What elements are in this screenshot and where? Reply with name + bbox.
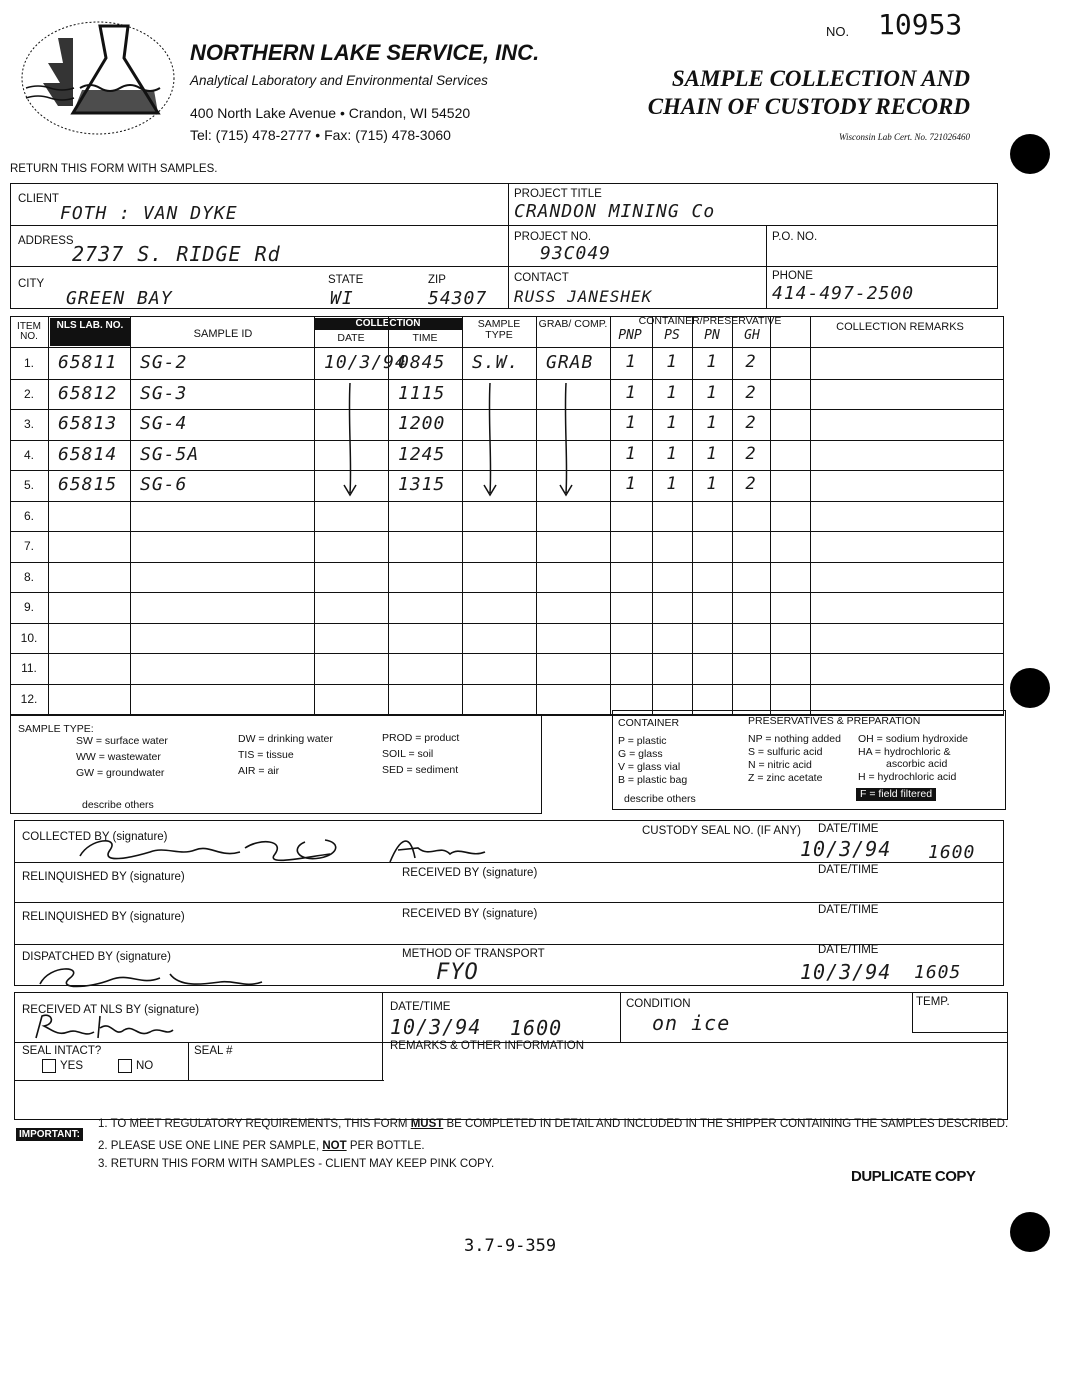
row-1-grab[interactable]: GRAB: [546, 352, 594, 373]
datetime-label-2: DATE/TIME: [818, 904, 879, 916]
received-nls-signature: [28, 1008, 178, 1044]
row-9-item: 9.: [23, 600, 34, 614]
received-label-2: RECEIVED BY (signature): [402, 908, 538, 920]
legend-b: B = plastic bag: [618, 774, 688, 786]
row-10-item: 10.: [20, 630, 38, 645]
legend-prod: PROD = product: [382, 732, 460, 744]
legend-ha1: HA = hydrochloric &: [858, 746, 951, 758]
transport-label: METHOD OF TRANSPORT: [402, 948, 545, 960]
city-value[interactable]: GREEN BAY: [66, 288, 173, 309]
column-divider: [388, 316, 389, 716]
contact-label: CONTACT: [514, 272, 569, 284]
row-3-lab[interactable]: 65813: [58, 413, 118, 434]
row-5-c4[interactable]: 2: [745, 474, 757, 494]
row-divider: [10, 440, 1004, 441]
column-divider: [130, 316, 131, 716]
ditto-arrow-date: [340, 381, 360, 501]
dispatched-date[interactable]: 10/3/94: [800, 960, 892, 984]
row-7-item: 7.: [23, 539, 34, 553]
dispatched-time[interactable]: 1605: [914, 962, 962, 983]
received-date[interactable]: 10/3/94: [390, 1015, 482, 1039]
lab-cert: Wisconsin Lab Cert. No. 721026460: [838, 132, 970, 142]
dispatched-by-label: DISPATCHED BY (signature): [22, 951, 171, 963]
punch-hole: [1010, 134, 1050, 174]
column-divider: [48, 316, 49, 716]
row-8-item: 8.: [23, 569, 34, 584]
header-lab-no: NLS LAB. NO.: [50, 318, 130, 346]
header-sample-id: SAMPLE ID: [193, 328, 253, 340]
column-divider: [462, 316, 463, 716]
row-4-id[interactable]: SG-5A: [140, 443, 200, 465]
column-divider: [314, 316, 315, 716]
legend-oh: OH = sodium hydroxide: [858, 733, 969, 745]
seal-no[interactable]: [118, 1059, 153, 1073]
legend-np: NP = nothing added: [748, 733, 841, 745]
form-number: 10953: [878, 8, 963, 41]
row-2-item: 2.: [23, 386, 34, 401]
received-nls-label: RECEIVED AT NLS BY (signature): [22, 1004, 200, 1016]
legend-z: Z = zinc acetate: [748, 772, 823, 784]
remarks-label: REMARKS & OTHER INFORMATION: [390, 1040, 585, 1052]
header-item: ITEM NO.: [17, 321, 41, 342]
legend-container-title: CONTAINER: [618, 717, 680, 729]
legend-describe-others: describe others: [82, 799, 154, 811]
column-divider: [652, 316, 653, 716]
row-3-c1[interactable]: 1: [625, 413, 637, 433]
column-divider: [732, 316, 733, 716]
row-1-type[interactable]: S.W.: [472, 352, 520, 373]
note-1-must: MUST: [410, 1118, 444, 1130]
row-4-time[interactable]: 1245: [398, 443, 446, 465]
header-collection: COLLECTION: [314, 318, 462, 330]
legend-sw: SW = surface water: [76, 735, 168, 747]
company-contact: Tel: (715) 478-2777 • Fax: (715) 478-3060: [190, 127, 451, 143]
form-title-line1: SAMPLE COLLECTION AND: [671, 66, 970, 91]
row-5-c3[interactable]: 1: [706, 474, 718, 494]
legend-sed: SED = sediment: [382, 764, 459, 776]
note-1a: 1. TO MEET REGULATORY REQUIREMENTS, THIS FORM: [98, 1118, 411, 1130]
row-4-c3[interactable]: 1: [706, 443, 718, 464]
row-1-lab[interactable]: 65811: [58, 352, 118, 373]
company-tagline: Analytical Laboratory and Environmental Services: [190, 73, 488, 88]
note-2-not: NOT: [322, 1140, 347, 1152]
temp-label: TEMP.: [916, 996, 950, 1008]
row-divider: [10, 470, 1004, 471]
transport-value[interactable]: FYO: [436, 960, 479, 985]
row-4-c2[interactable]: 1: [666, 443, 678, 464]
document-id: 3.7-9-359: [464, 1236, 557, 1256]
legend-f: F = field filtered: [856, 788, 936, 801]
collected-by-signature: [70, 828, 500, 868]
client-label: CLIENT: [18, 193, 59, 205]
row-2-time[interactable]: 1115: [398, 382, 446, 404]
row-5-c1[interactable]: 1: [625, 474, 637, 494]
punch-hole: [1010, 1212, 1050, 1252]
contact-value[interactable]: RUSS JANESHEK: [514, 287, 653, 306]
header-date: DATE: [337, 332, 365, 344]
row-divider: [10, 379, 1004, 380]
no-checkbox[interactable]: [118, 1059, 132, 1073]
row-4-item: 4.: [23, 447, 34, 462]
duplicate-copy: DUPLICATE COPY: [851, 1168, 976, 1185]
important-badge: IMPORTANT:: [16, 1128, 83, 1141]
seal-number-label: SEAL #: [194, 1045, 233, 1057]
address-value[interactable]: 2737 S. RIDGE Rd: [72, 242, 281, 266]
legend-dw: DW = drinking water: [238, 733, 333, 745]
project-title-label: PROJECT TITLE: [514, 188, 602, 200]
header-time: TIME: [412, 332, 438, 344]
received-time[interactable]: 1600: [510, 1016, 563, 1040]
row-divider: [10, 653, 1004, 654]
header-c2: PS: [664, 328, 680, 343]
column-divider: [770, 316, 771, 716]
row-2-c3[interactable]: 1: [706, 382, 718, 403]
phone-label: PHONE: [772, 270, 813, 282]
row-1-time[interactable]: 0845: [398, 352, 446, 373]
legend-gw: GW = groundwater: [76, 767, 165, 779]
row-2-c4[interactable]: 2: [745, 382, 757, 403]
legend-ha2: ascorbic acid: [886, 758, 948, 770]
legend-soil: SOIL = soil: [382, 748, 434, 760]
collected-by-label: COLLECTED BY (signature): [22, 831, 168, 843]
row-1-c4[interactable]: 2: [745, 352, 757, 372]
ditto-arrow-grab: [556, 381, 576, 501]
legend-describe-others2: describe others: [624, 793, 696, 805]
row-divider: [10, 562, 1004, 563]
sample-table: [10, 316, 1004, 716]
note-2b: PER BOTTLE.: [346, 1140, 425, 1152]
row-1-item: 1.: [23, 356, 34, 370]
legend-sample-type-title: SAMPLE TYPE:: [18, 723, 94, 735]
column-divider: [692, 316, 693, 716]
column-divider: [810, 316, 811, 716]
row-2-lab[interactable]: 65812: [58, 382, 118, 404]
row-1-date[interactable]: 10/3/94: [324, 352, 407, 373]
company-address: 400 North Lake Avenue • Crandon, WI 54520: [190, 105, 471, 121]
note-1: [98, 1118, 1008, 1130]
row-3-item: 3.: [23, 417, 34, 431]
row-5-c2[interactable]: 1: [666, 474, 678, 494]
row-1-c2[interactable]: 1: [666, 352, 678, 372]
row-divider: [10, 531, 1004, 532]
row-3-id[interactable]: SG-4: [140, 413, 188, 434]
row-1-c3[interactable]: 1: [706, 352, 718, 372]
company-logo: [18, 18, 178, 138]
row-5-item: 5.: [23, 478, 34, 492]
condition-label: CONDITION: [626, 998, 691, 1010]
legend-ww: WW = wastewater: [76, 751, 161, 763]
condition-value[interactable]: on ice: [652, 1011, 731, 1035]
row-5-time[interactable]: 1315: [398, 474, 446, 495]
row-12-item: 12.: [20, 691, 38, 706]
header-remarks: COLLECTION REMARKS: [836, 321, 964, 333]
legend-v: V = glass vial: [618, 761, 681, 773]
legend-g: G = glass: [618, 748, 663, 760]
legend-tis: TIS = tissue: [238, 749, 294, 761]
row-3-time[interactable]: 1200: [398, 413, 446, 434]
row-4-lab[interactable]: 65814: [58, 443, 118, 465]
zip-value[interactable]: 54307: [428, 288, 488, 309]
received-datetime-label: DATE/TIME: [390, 1001, 451, 1013]
header-grab-comp: GRAB/ COMP.: [538, 318, 608, 330]
project-no-value[interactable]: 93C049: [540, 243, 612, 264]
column-divider: [610, 316, 611, 716]
punch-hole: [1010, 668, 1050, 708]
row-5-id[interactable]: SG-6: [140, 474, 188, 495]
header-c1: PNP: [618, 328, 642, 343]
relinquished-label-1: RELINQUISHED BY (signature): [22, 871, 185, 883]
form-no-label: NO.: [826, 24, 850, 39]
project-no-label: PROJECT NO.: [514, 231, 592, 243]
row-4-c1[interactable]: 1: [625, 443, 637, 464]
no-label: NO: [136, 1060, 154, 1073]
address-label: ADDRESS: [18, 235, 74, 247]
company-name: NORTHERN LAKE SERVICE, INC.: [190, 40, 540, 65]
table-header: [10, 316, 1004, 348]
row-1-id[interactable]: SG-2: [140, 352, 188, 373]
zip-label: ZIP: [428, 274, 446, 286]
note-1b: BE COMPLETED IN DETAIL AND INCLUDED IN THE SHIPPER CONTAINING THE SAMPLES DESCRIBED.: [443, 1118, 1009, 1130]
collected-time[interactable]: 1600: [928, 842, 976, 863]
row-divider: [10, 684, 1004, 685]
header-container: CONTAINER/PRESERVATIVE: [638, 315, 782, 327]
legend-n: N = nitric acid: [748, 759, 812, 771]
collected-datetime-label: DATE/TIME: [818, 823, 879, 835]
row-3-c4[interactable]: 2: [745, 413, 757, 433]
row-3-c3[interactable]: 1: [706, 413, 718, 433]
header-sample-type: SAMPLE TYPE: [477, 318, 521, 341]
collected-date[interactable]: 10/3/94: [800, 837, 892, 861]
row-3-c2[interactable]: 1: [666, 413, 678, 433]
ditto-arrow-type: [480, 381, 500, 501]
seal-yes[interactable]: [42, 1059, 83, 1073]
row-divider: [10, 623, 1004, 624]
datetime-label-3: DATE/TIME: [818, 944, 879, 956]
row-11-item: 11.: [21, 661, 37, 675]
legend-s: S = sulfuric acid: [748, 746, 823, 758]
row-6-item: 6.: [23, 508, 34, 523]
note-2: [98, 1140, 425, 1152]
datetime-label-1: DATE/TIME: [818, 864, 879, 876]
legend-air: AIR = air: [238, 765, 280, 777]
dispatched-by-signature: [30, 958, 270, 994]
row-4-c4[interactable]: 2: [745, 443, 757, 464]
row-2-c2[interactable]: 1: [666, 382, 678, 403]
client-value[interactable]: FOTH : VAN DYKE: [60, 203, 238, 224]
return-note: RETURN THIS FORM WITH SAMPLES.: [10, 163, 218, 175]
legend-h: H = hydrochloric acid: [858, 771, 957, 783]
state-value[interactable]: WI: [330, 288, 354, 309]
po-label: P.O. NO.: [772, 231, 818, 243]
relinquished-label-2: RELINQUISHED BY (signature): [22, 911, 185, 923]
row-2-c1[interactable]: 1: [625, 382, 637, 403]
project-title-value[interactable]: CRANDON MINING Co: [514, 201, 716, 222]
row-5-lab[interactable]: 65815: [58, 474, 118, 495]
legend-pres-title: PRESERVATIVES & PREPARATION: [748, 715, 921, 727]
yes-label: YES: [60, 1060, 84, 1073]
city-label: CITY: [18, 278, 45, 290]
phone-value[interactable]: 414-497-2500: [772, 283, 915, 304]
row-divider: [10, 501, 1004, 502]
seal-intact-label: SEAL INTACT?: [22, 1045, 102, 1057]
row-1-c1[interactable]: 1: [625, 352, 637, 372]
note-3: 3. RETURN THIS FORM WITH SAMPLES - CLIENT MAY KEEP PINK COPY.: [98, 1158, 495, 1170]
legend-p: P = plastic: [618, 735, 667, 747]
column-divider: [536, 316, 537, 716]
received-label-1: RECEIVED BY (signature): [402, 867, 538, 879]
row-divider: [10, 592, 1004, 593]
header-c3: PN: [704, 328, 720, 343]
header-c4: GH: [744, 328, 760, 343]
note-2a: 2. PLEASE USE ONE LINE PER SAMPLE,: [98, 1140, 323, 1152]
yes-checkbox[interactable]: [42, 1059, 56, 1073]
row-2-id[interactable]: SG-3: [140, 382, 188, 404]
state-label: STATE: [328, 274, 364, 286]
form-title-line2: CHAIN OF CUSTODY RECORD: [647, 94, 970, 119]
row-divider: [10, 409, 1004, 410]
custody-seal-label: CUSTODY SEAL NO. (IF ANY): [642, 825, 801, 837]
